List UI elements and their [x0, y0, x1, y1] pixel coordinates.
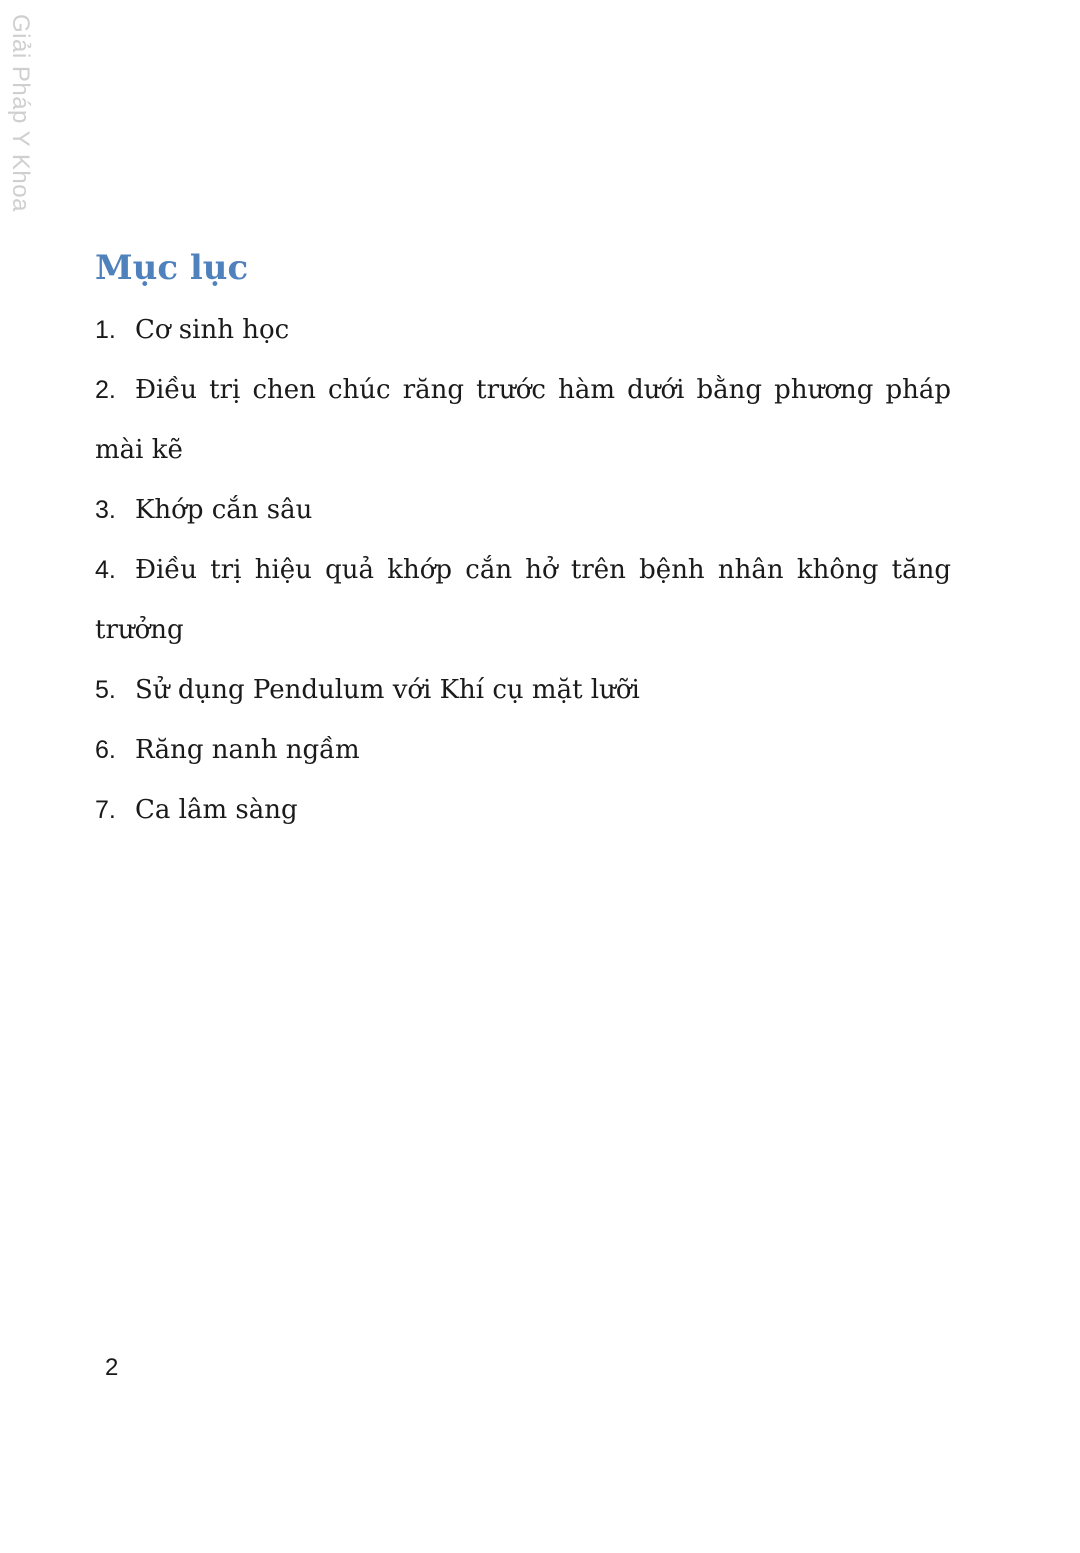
toc-item-text: Khớp cắn sâu [135, 495, 313, 525]
toc-item-7[interactable] [95, 780, 951, 840]
page-number: 2 [105, 1354, 119, 1381]
toc-item-number: 7. [95, 796, 116, 824]
toc-item-3[interactable] [95, 480, 951, 540]
toc-title: Mục lục [95, 248, 249, 288]
toc-item-4[interactable] [95, 540, 951, 660]
toc-item-2[interactable] [95, 360, 951, 480]
toc-item-text: Răng nanh ngầm [135, 735, 360, 765]
toc-item-text: Điều trị chen chúc răng trước hàm dưới bằng phương pháp mài kẽ [95, 375, 951, 465]
toc-item-5[interactable] [95, 660, 951, 720]
toc-list [95, 300, 951, 840]
toc-item-text: Ca lâm sàng [135, 795, 298, 825]
toc-item-number: 3. [95, 496, 116, 524]
toc-item-number: 6. [95, 736, 116, 764]
toc-item-number: 5. [95, 676, 116, 704]
toc-item-text: Sử dụng Pendulum với Khí cụ mặt lưỡi [135, 675, 640, 705]
toc-item-1[interactable] [95, 300, 951, 360]
toc-item-number: 1. [95, 316, 116, 344]
toc-item-number: 4. [95, 556, 116, 584]
toc-item-text: Điều trị hiệu quả khớp cắn hở trên bệnh nhân không tăng trưởng [95, 555, 951, 645]
toc-item-6[interactable] [95, 720, 951, 780]
toc-item-text: Cơ sinh học [135, 315, 290, 345]
toc-item-number: 2. [95, 376, 116, 404]
watermark-text: Giải Pháp Y Khoa [7, 14, 34, 212]
